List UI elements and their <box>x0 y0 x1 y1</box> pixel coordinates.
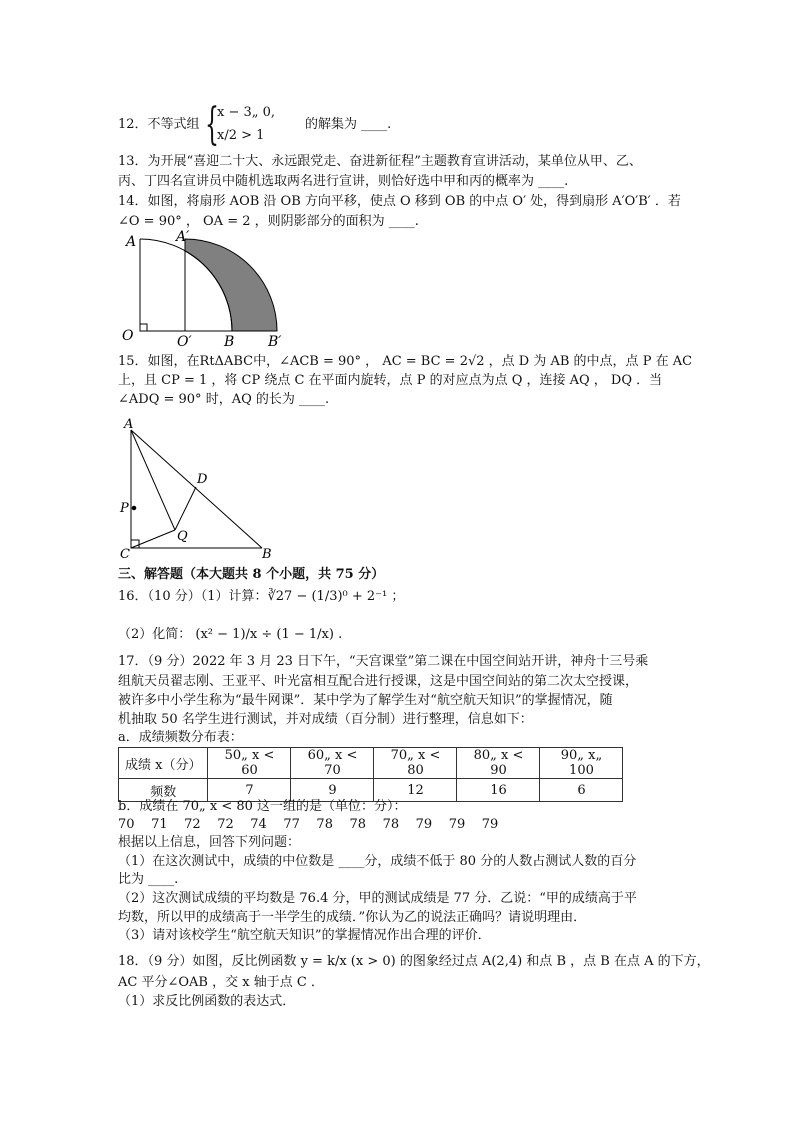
q14-line: ∠O = 90° ， OA = 2 ，则阴影部分的面积为 ____. <box>118 214 419 229</box>
q17-sub: （2）这次测试成绩的平均数是 76.4 分，甲的测试成绩是 77 分．乙说：“甲的成绩高于平 <box>118 891 637 906</box>
q13-line: 丙、丁四名宣讲员中随机选取两名进行宣讲，则恰好选中甲和丙的概率为 ____. <box>118 174 569 189</box>
table-cell: 12 <box>374 779 457 802</box>
q12-prefix: 12．不等式组 <box>118 117 200 132</box>
label-O-prime: O′ <box>177 334 192 350</box>
label-C: C <box>120 547 130 562</box>
q17-b-label: b．成绩在 70„ x < 80 这一组的是（单位：分）： <box>118 799 407 814</box>
q15-line: 15．如图，在RtΔABC中，∠ACB = 90° ， AC = BC = 2√2 ，点 D 为 AB 的中点，点 P 在 AC <box>118 354 693 369</box>
table-header: 80„ x < 90 <box>457 748 540 779</box>
label-A-prime: A′ <box>176 229 190 245</box>
table-cell: 9 <box>291 779 374 802</box>
q17-sub: （3）请对该校学生“航空航天知识”的掌握情况作出合理的评价． <box>118 928 491 943</box>
right-angle-mark <box>140 324 147 331</box>
q14-figure <box>140 239 277 331</box>
table-header: 成绩 x（分） <box>119 748 208 779</box>
q13-line: 13．为开展“喜迎二十大、永远跟党走、奋进新征程”主题教育宣讲活动，某单位从甲、乙、 <box>118 154 642 169</box>
label-B-prime: B′ <box>268 334 282 350</box>
q17-line: 被许多中小学生称为“最牛网课”．某中学为了解学生对“航空航天知识”的掌握情况，随 <box>118 693 613 708</box>
table-row <box>119 748 623 779</box>
q15-line: ∠ADQ = 90° 时，AQ 的长为 ____. <box>118 392 330 407</box>
table-header: 50„ x < 60 <box>208 748 291 779</box>
label-Q: Q <box>177 529 188 544</box>
table-header: 90„ x„ 100 <box>540 748 623 779</box>
table-cell: 频数 <box>119 779 208 802</box>
q12-suffix: 的解集为 ____. <box>305 117 392 132</box>
q17-sub: 均数，所以甲的成绩高于一半学生的成绩．”你认为乙的说法正确吗？请说明理由． <box>118 910 587 925</box>
q17-line: 机抽取 50 名学生进行测试，并对成绩（百分制）进行整理，信息如下： <box>118 712 533 727</box>
q18-line: 18．（9 分）如图，反比例函数 y = k/x (x > 0) 的图象经过点 A(2,4) 和点 B ，点 B 在点 A 的下方， <box>118 954 710 969</box>
table-cell: 7 <box>208 779 291 802</box>
section-heading: 三、解答题（本大题共 8 个小题，共 75 分） <box>118 567 385 582</box>
q12-inequality-2: x/2 > 1 <box>217 128 265 143</box>
q12-inequality-1: x − 3„ 0, <box>217 105 276 120</box>
table-header: 60„ x < 70 <box>291 748 374 779</box>
table-cell: 6 <box>540 779 623 802</box>
table-cell: 16 <box>457 779 540 802</box>
q17-line: 17．（9 分）2022 年 3 月 23 日下午，“天宫课堂”第二课在中国空间站开讲，神舟十三号乘 <box>118 654 649 669</box>
q17-b-values: 70 71 72 72 74 77 78 78 78 79 79 79 <box>118 817 499 832</box>
q17-a-label: a．成绩频数分布表： <box>118 730 243 745</box>
table-header: 70„ x < 80 <box>374 748 457 779</box>
q18-line: AC 平分∠OAB ，交 x 轴于点 C ． <box>118 975 324 990</box>
q17-sub: 比为 ____. <box>118 872 179 887</box>
q17-line: 组航天员翟志刚、王亚平、叶光富相互配合进行授课，这是中国空间站的第二次太空授课， <box>118 674 639 689</box>
label-B: B <box>224 334 235 350</box>
q16-part2: （2）化简： (x² − 1)/x ÷ (1 − 1/x) . <box>118 627 343 642</box>
label-D: D <box>197 472 208 487</box>
frequency-table <box>118 747 623 802</box>
q15-line: 上，且 CP = 1 ，将 CP 绕点 C 在平面内旋转，点 P 的对应点为点 Q ，连接 AQ ， DQ ．当 <box>118 373 663 388</box>
label-P: P <box>120 501 129 516</box>
label-B: B <box>262 547 272 562</box>
label-O: O <box>122 328 134 344</box>
label-A: A <box>126 234 137 250</box>
brace-symbol: { <box>205 99 219 150</box>
q15-figure <box>131 430 262 548</box>
label-A: A <box>124 417 134 432</box>
q14-line: 14．如图，将扇形 AOB 沿 OB 方向平移，使点 O 移到 OB 的中点 O′ 处，得到扇形 A′O′B′ ．若 <box>118 194 681 209</box>
q16-part1: 16．（10 分）（1）计算：∛27 − (1/3)⁰ + 2⁻¹ ； <box>118 589 405 604</box>
q17-sub: （1）在这次测试中，成绩的中位数是 ____分，成绩不低于 80 分的人数占测试人数的百分 <box>118 854 637 869</box>
q18-line: （1）求反比例函数的表达式． <box>118 994 296 1009</box>
q17-prompt: 根据以上信息，回答下列问题： <box>118 835 301 850</box>
